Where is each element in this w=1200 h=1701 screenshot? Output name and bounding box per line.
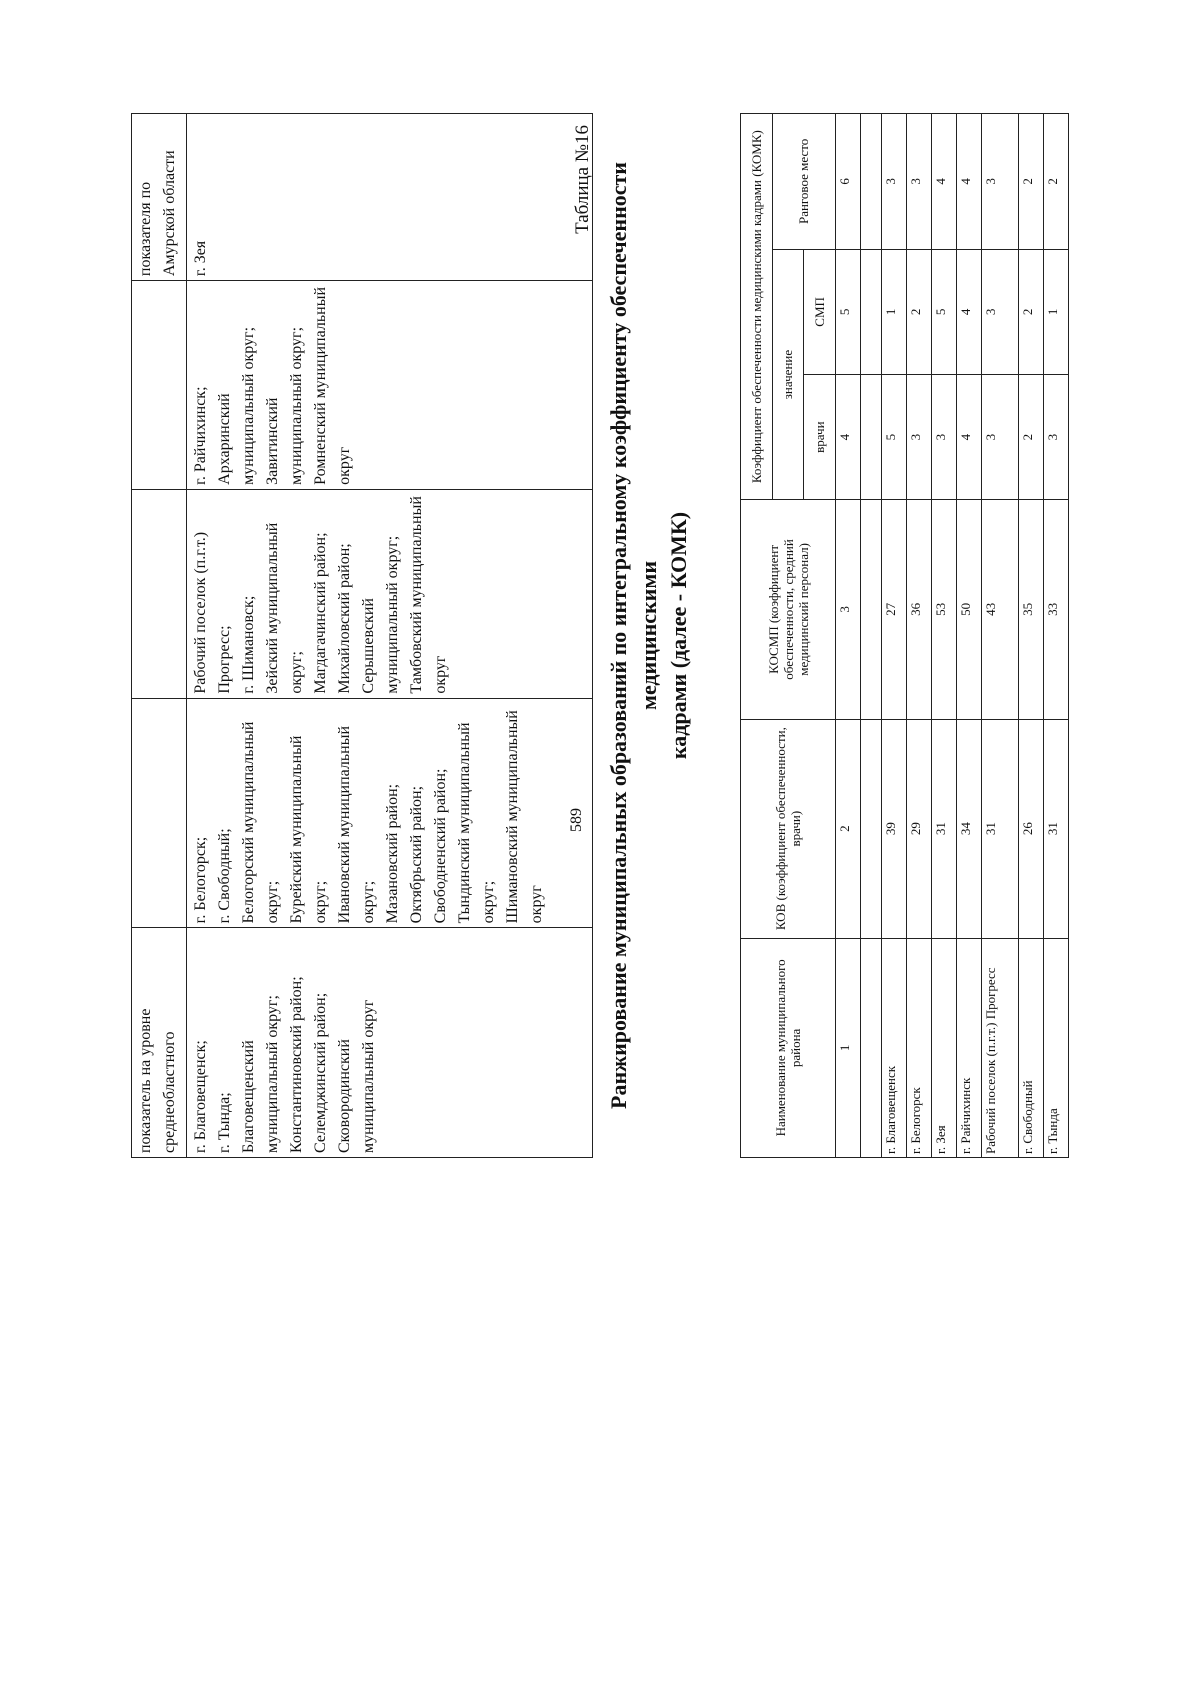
smp-value: 2 [907, 249, 932, 374]
index-cell: 4 [836, 375, 861, 500]
kosmp-value: 27 [882, 500, 907, 719]
district-name: г. Белогорск [907, 938, 932, 1157]
header-kov: КОВ (коэффициент обеспеченности, врачи) [741, 719, 836, 938]
group-cell: г. Зея [187, 114, 593, 281]
kov-value: 39 [882, 719, 907, 938]
rank-value: 4 [957, 114, 982, 250]
table-header-row [132, 114, 187, 1158]
table-number: Таблица №16 [572, 125, 593, 234]
table-row [187, 114, 593, 1158]
table-row [932, 114, 957, 1158]
district-name: г. Тында [1044, 938, 1069, 1157]
doctors-value: 2 [1019, 375, 1044, 500]
index-cell: 5 [836, 249, 861, 374]
district-name: г. Зея [932, 938, 957, 1157]
blank-row [861, 114, 882, 1158]
rank-value: 3 [982, 114, 1019, 250]
kov-value: 31 [1044, 719, 1069, 938]
smp-value: 4 [957, 249, 982, 374]
header-value: значение [772, 249, 804, 500]
table-row [982, 114, 1019, 1158]
table-row [882, 114, 907, 1158]
header-rank: Ранговое место [772, 114, 835, 250]
header-cell: показатель на уровне среднеобластного [132, 928, 187, 1158]
rank-value: 2 [1019, 114, 1044, 250]
kov-value: 26 [1019, 719, 1044, 938]
doctors-value: 3 [1044, 375, 1069, 500]
index-cell: 3 [836, 500, 861, 719]
kosmp-value: 43 [982, 500, 1019, 719]
smp-value: 5 [932, 249, 957, 374]
index-cell: 1 [836, 938, 861, 1157]
header-name: Наименование муниципального района [741, 938, 836, 1157]
kov-value: 31 [932, 719, 957, 938]
doctors-value: 5 [882, 375, 907, 500]
group-cell: г. Благовещенск; г. Тында; Благовещенский муниципальный округ; Константиновский район; Селемджинский район; Сковородинский муниципальный округ [187, 928, 593, 1158]
page-number: 589 [568, 808, 585, 832]
index-cell: 2 [836, 719, 861, 938]
table-row [907, 114, 932, 1158]
group-cell: г. Райчихинск; Архаринский муниципальный округ; Завитинский муниципальный округ; Ромненский муниципальный округ [187, 281, 593, 490]
group-cell: г. Белогорск; г. Свободный; Белогорский муниципальный округ; Бурейский муниципальный округ; Ивановский муниципальный округ; Мазановский район; Октябрьский район; Свободненский район; Тындинский муниципальный округ; Шимановский муниципальный округ [187, 698, 593, 928]
kosmp-value: 35 [1019, 500, 1044, 719]
header-kosmp: КОСМП (коэффициент обеспеченности, средний медицинский персонал) [741, 500, 836, 719]
kosmp-value: 53 [932, 500, 957, 719]
index-row [836, 114, 861, 1158]
table-header-row [741, 114, 773, 1158]
kov-value: 29 [907, 719, 932, 938]
smp-value: 1 [1044, 249, 1069, 374]
header-smp: СМП [804, 249, 836, 374]
header-doctors: врачи [804, 375, 836, 500]
table-row [957, 114, 982, 1158]
group-cell: Рабочий поселок (п.г.т.) Прогресс; г. Шимановск; Зейский муниципальный округ; Магдагачинский район; Михайловский район; Серышевский муниципальный округ; Тамбовский муниципальный округ [187, 489, 593, 698]
table-title-line: Ранжирование муниципальных образований по интегральному коэффициенту обеспеченности медицинскими [606, 162, 661, 1109]
kov-value: 31 [982, 719, 1019, 938]
rank-value: 3 [907, 114, 932, 250]
table-caption [568, 113, 748, 1158]
doctors-value: 3 [907, 375, 932, 500]
doctors-value: 4 [957, 375, 982, 500]
doctors-value: 3 [932, 375, 957, 500]
district-name: г. Свободный [1019, 938, 1044, 1157]
table-row [1019, 114, 1044, 1158]
table-row [1044, 114, 1069, 1158]
rank-value: 4 [932, 114, 957, 250]
kosmp-value: 33 [1044, 500, 1069, 719]
rank-value: 2 [1044, 114, 1069, 250]
header-cell [132, 698, 187, 928]
kosmp-value: 50 [957, 500, 982, 719]
district-name: г. Райчихинск [957, 938, 982, 1157]
rank-value: 3 [882, 114, 907, 250]
header-cell [132, 489, 187, 698]
kov-value: 34 [957, 719, 982, 938]
header-komk: Коэффициент обеспеченности медицинскими кадрами (КОМК) [741, 114, 773, 500]
header-cell [132, 281, 187, 490]
komk-ranking-table [740, 113, 1069, 1158]
smp-value: 2 [1019, 249, 1044, 374]
table-title-line: кадрами (далее - КОМК) [666, 511, 691, 760]
doctors-value: 3 [982, 375, 1019, 500]
ranking-groups-table [131, 113, 593, 1158]
table-title [604, 113, 694, 1158]
district-name: Рабочий поселок (п.г.т.) Прогресс [982, 938, 1019, 1157]
kosmp-value: 36 [907, 500, 932, 719]
district-name: г. Благовещенск [882, 938, 907, 1157]
smp-value: 1 [882, 249, 907, 374]
smp-value: 3 [982, 249, 1019, 374]
header-cell: показателя по Амурской области [132, 114, 187, 281]
index-cell: 6 [836, 114, 861, 250]
